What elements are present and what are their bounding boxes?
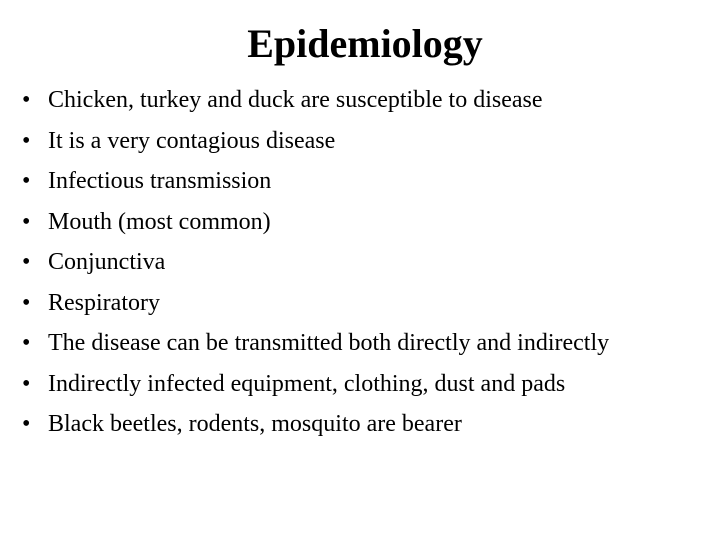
bullet-text: Black beetles, rodents, mosquito are bearer [48,411,462,437]
bullet-text: Respiratory [48,289,160,316]
bullet-icon: • [22,370,31,397]
bullet-icon: • [22,208,31,235]
list-item [0,121,720,162]
bullet-icon: • [22,249,31,275]
bullet-text: Mouth (most common) [48,208,271,235]
bullet-text: Conjunctiva [48,249,166,275]
list-item [0,242,720,283]
list-item [0,364,720,405]
list-item [0,161,720,202]
bullet-icon: • [22,411,31,437]
bullet-text: Indirectly infected equipment, clothing, dust and pads [48,370,566,397]
bullet-icon: • [22,168,31,194]
slide-title: Epidemiology [247,21,483,66]
bullet-icon: • [22,330,31,356]
bullet-text: Infectious transmission [48,168,272,194]
list-item [0,323,720,364]
bullet-icon: • [22,87,31,113]
bullet-text: It is a very contagious disease [48,127,336,154]
bullet-list [0,80,720,445]
list-item [0,283,720,324]
bullet-text: The disease can be transmitted both directly and indirectly [48,330,610,356]
list-item [0,202,720,243]
bullet-icon: • [22,127,31,154]
list-item [0,404,720,445]
bullet-icon: • [22,289,31,316]
list-item [0,80,720,121]
bullet-text: Chicken, turkey and duck are susceptible to disease [48,87,543,113]
